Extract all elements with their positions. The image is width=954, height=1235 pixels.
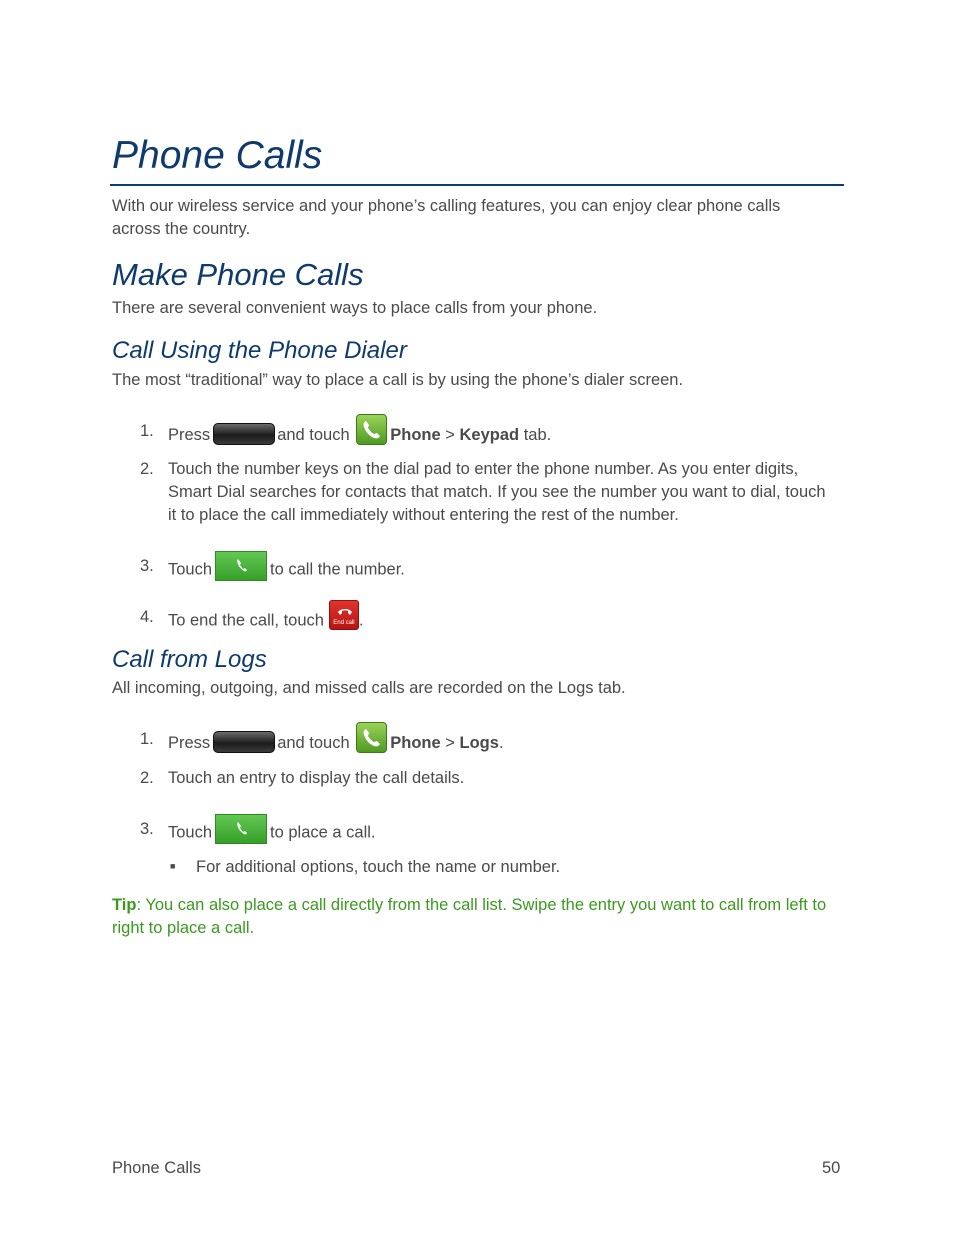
dialer-step-1 bbox=[168, 420, 551, 451]
dialer-heading: Call Using the Phone Dialer bbox=[112, 337, 407, 364]
footer-page-number: 50 bbox=[822, 1159, 841, 1177]
logs-bullet-text: For additional options, touch the name or number. bbox=[196, 858, 561, 876]
page-title: Phone Calls bbox=[112, 134, 323, 177]
step-number: 2. bbox=[140, 769, 154, 787]
keypad-tab-label: Keypad bbox=[459, 425, 520, 444]
home-key-icon bbox=[213, 731, 275, 753]
step-suffix: . bbox=[498, 733, 504, 752]
logs-tab-label: Logs bbox=[459, 733, 499, 752]
logs-heading: Call from Logs bbox=[112, 646, 267, 673]
tip-text: : You can also place a call directly from the call list. Swipe the entry you want to call from left to right to place a call. bbox=[112, 896, 827, 937]
step-separator: > bbox=[445, 425, 455, 444]
step-end-suffix: . bbox=[358, 611, 364, 630]
phone-app-label: Phone bbox=[390, 425, 441, 444]
step-press-text: Press bbox=[168, 733, 211, 752]
phone-app-icon bbox=[356, 414, 387, 445]
step-press-text: Press bbox=[168, 425, 211, 444]
step-and-touch-text: and touch bbox=[277, 425, 350, 444]
logs-step-2: Touch an entry to display the call details. bbox=[168, 769, 465, 787]
end-call-label: End call bbox=[333, 620, 355, 626]
step-number: 3. bbox=[140, 820, 154, 838]
dialer-step-4 bbox=[168, 606, 364, 636]
step-separator: > bbox=[445, 733, 455, 752]
step-touch-text: Touch bbox=[168, 823, 213, 842]
dialer-step-2: Touch the number keys on the dial pad to enter the phone number. As you enter digits, Smart Dial searches for contacts that match. If you see the number you want to dial, touch it to place the call immediately without entering the rest of the number. bbox=[168, 460, 826, 524]
logs-description: All incoming, outgoing, and missed calls are recorded on the Logs tab. bbox=[112, 679, 626, 697]
call-button-icon bbox=[215, 814, 267, 844]
step-touch-text: Touch bbox=[168, 560, 213, 579]
step-number: 4. bbox=[140, 608, 154, 626]
step-end-text: To end the call, touch bbox=[168, 611, 324, 630]
step-number: 1. bbox=[140, 730, 154, 748]
step-and-touch-text: and touch bbox=[277, 733, 350, 752]
make-calls-description: There are several convenient ways to place calls from your phone. bbox=[112, 299, 598, 317]
phone-app-label: Phone bbox=[390, 733, 441, 752]
dialer-description: The most “traditional” way to place a call is by using the phone’s dialer screen. bbox=[112, 371, 684, 389]
logs-step-1 bbox=[168, 728, 504, 759]
step-number: 2. bbox=[140, 460, 154, 478]
phone-app-icon bbox=[356, 722, 387, 753]
tip-paragraph bbox=[112, 894, 842, 940]
home-key-icon bbox=[213, 423, 275, 445]
tip-label: Tip bbox=[112, 896, 137, 914]
call-button-icon bbox=[215, 551, 267, 581]
make-calls-heading: Make Phone Calls bbox=[112, 257, 364, 292]
logs-step-3 bbox=[168, 818, 376, 848]
dialer-step-3 bbox=[168, 555, 405, 585]
step-suffix: tab. bbox=[523, 425, 552, 444]
step-number: 1. bbox=[140, 422, 154, 440]
step-number: 3. bbox=[140, 557, 154, 575]
step-place-call-text: to place a call. bbox=[270, 823, 376, 842]
footer-section: Phone Calls bbox=[112, 1159, 201, 1177]
intro-paragraph: With our wireless service and your phone’s calling features, you can enjoy clear phone calls across the country. bbox=[112, 197, 781, 238]
title-rule bbox=[110, 184, 844, 186]
end-call-icon bbox=[329, 600, 359, 630]
bullet-icon: ■ bbox=[170, 861, 176, 871]
step-call-text: to call the number. bbox=[270, 560, 405, 579]
